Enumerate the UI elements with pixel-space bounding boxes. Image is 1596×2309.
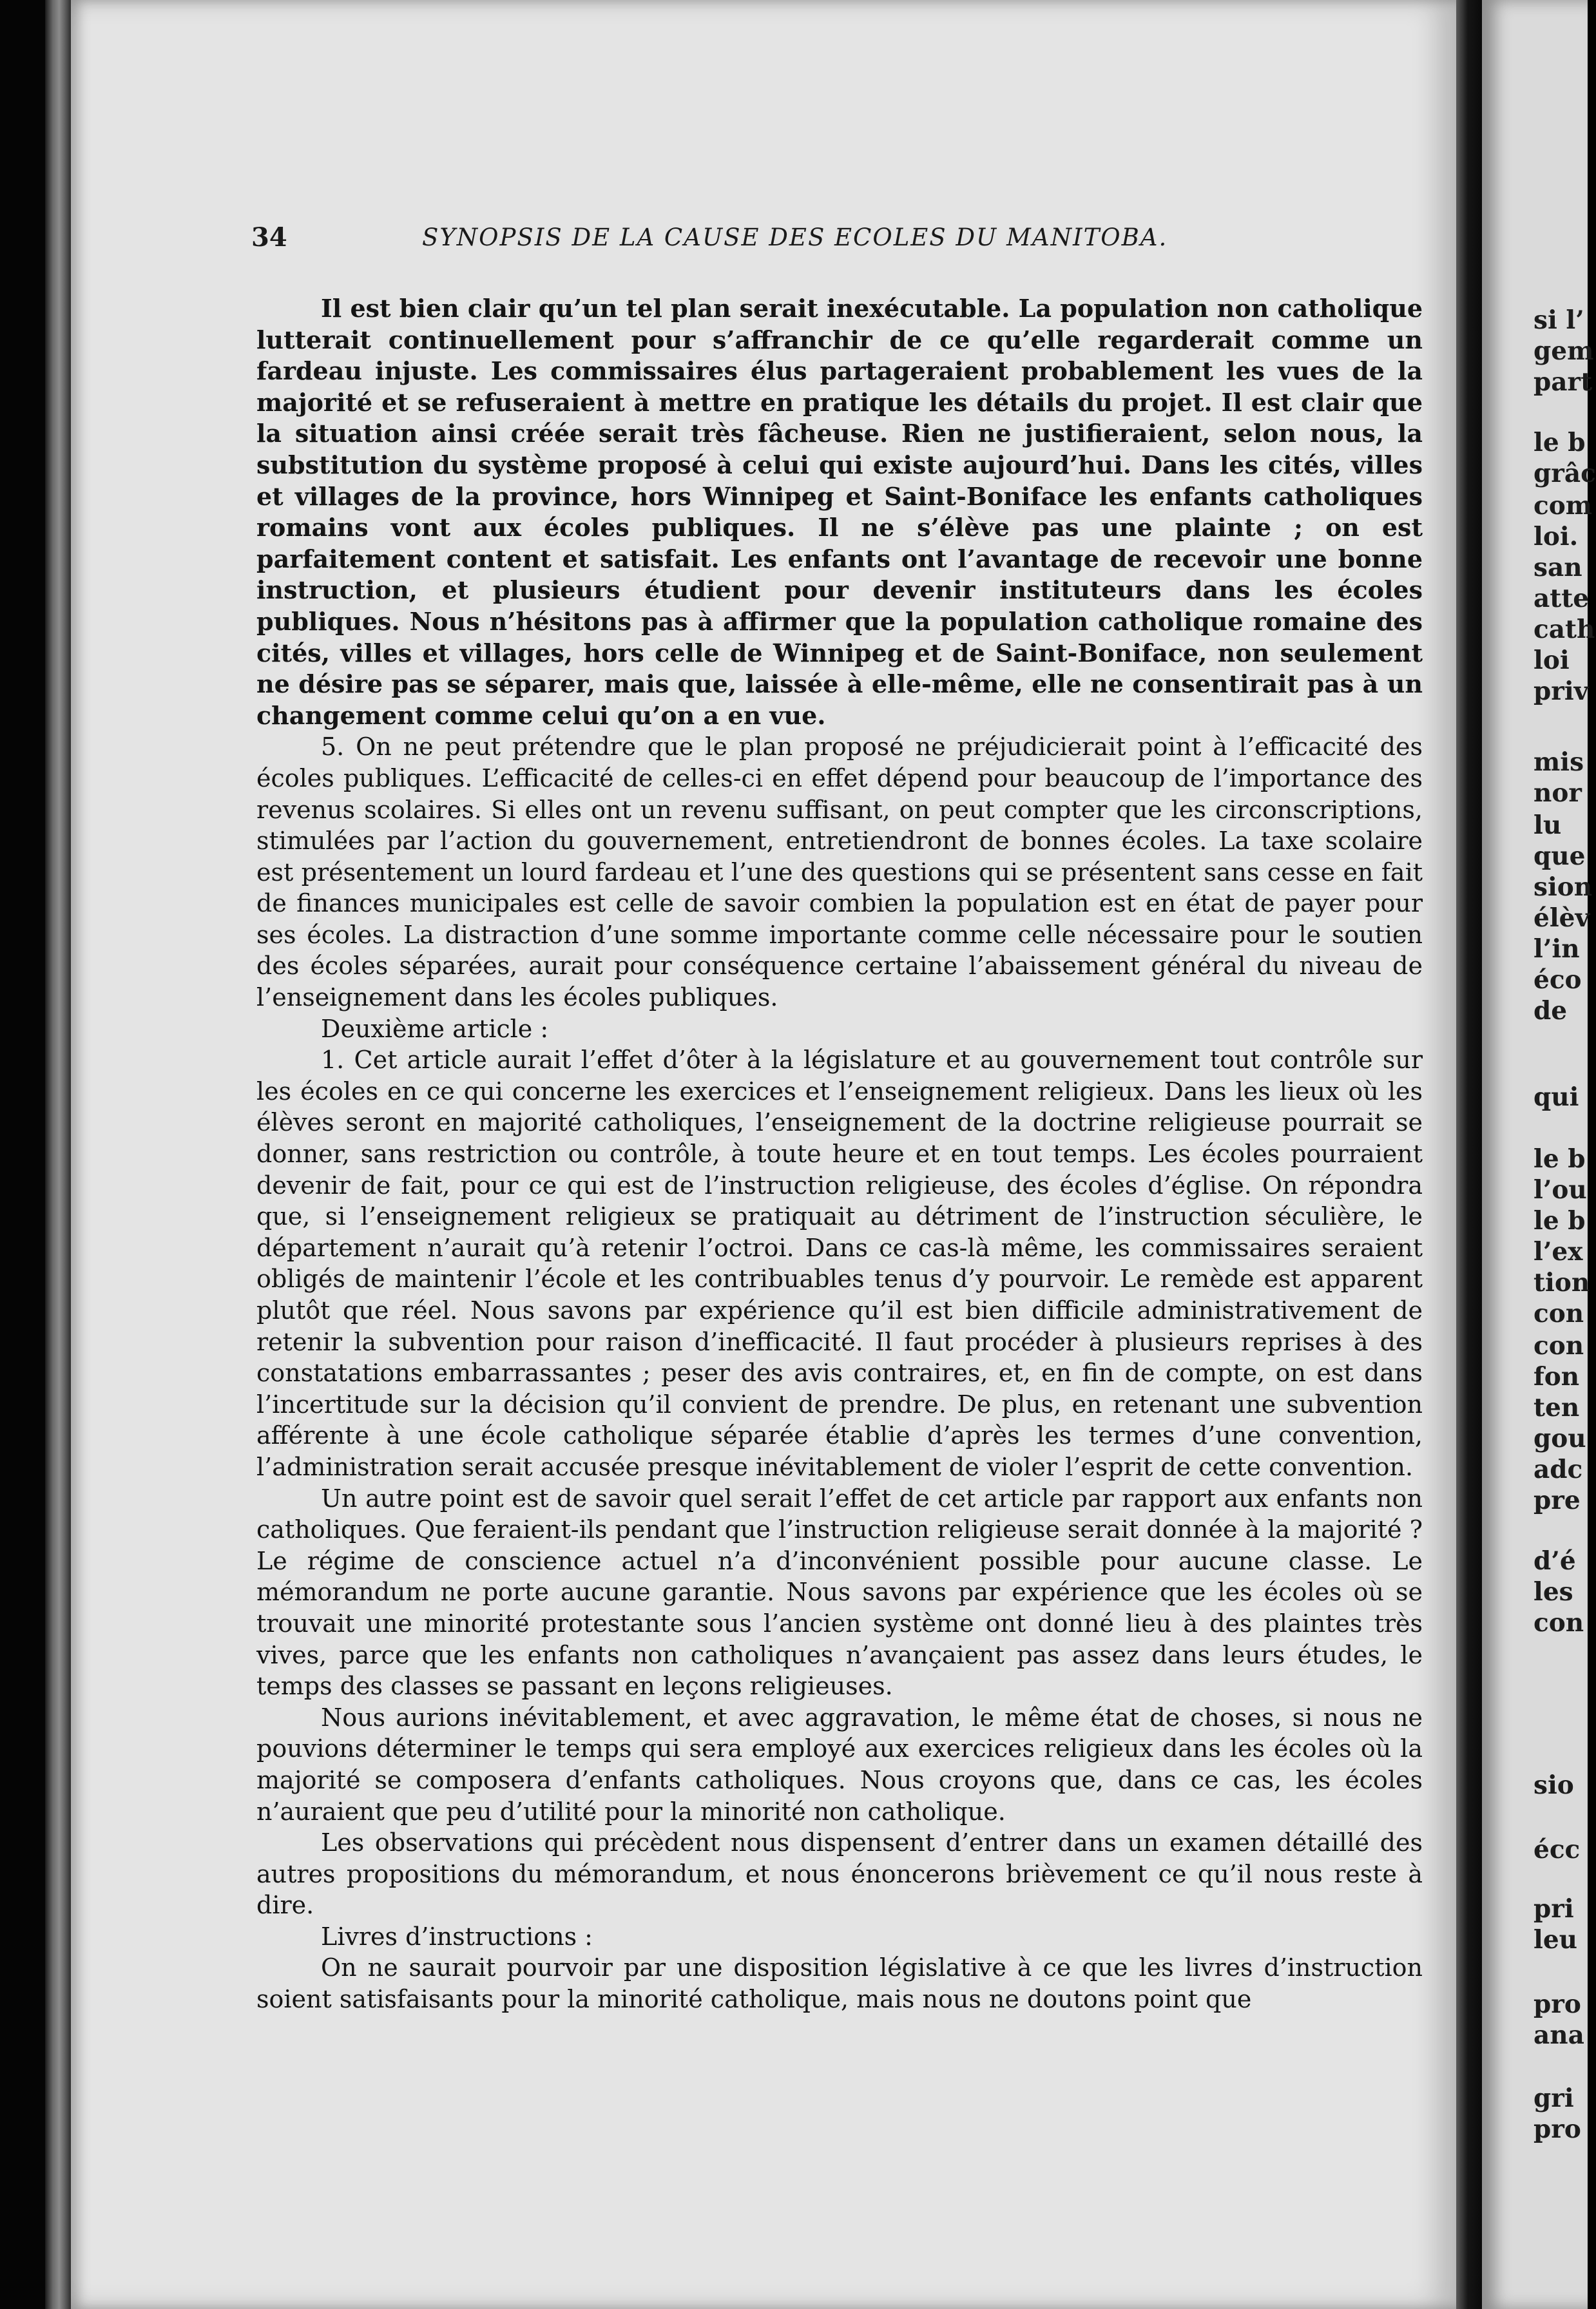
facing-page-fragment: l’in — [1534, 934, 1580, 964]
facing-page-fragment: com — [1534, 491, 1593, 521]
facing-page-fragment: tion — [1534, 1268, 1590, 1298]
facing-page-fragment: priv — [1534, 676, 1589, 706]
facing-page-fragment: pro — [1534, 2114, 1581, 2144]
paragraph-enfants-non-catholiques: Un autre point est de savoir quel serait l’effet de cet article par rapport aux enfants non catholiques. Que feraient-ils pendant que l’instruction religieuse serait donnée à la majorité ? Le régime de conscience actuel n’a d’inconvénient possible pour aucune classe. Le mémorandum ne porte aucune garantie. Nous savons par expérience que les écoles où se trouvait une minorité protestante sous l’ancien système ont donné lieu à des plaintes très vives, parce que les enfants non catholiques n’avançaient pas assez dans leurs études, le temps des classes se passant en leçons religieuses. — [256, 1484, 1423, 1701]
facing-page — [1482, 0, 1596, 2309]
facing-page-fragment: gri — [1534, 2084, 1574, 2113]
paragraph-point-1: 1. Cet article aurait l’effet d’ôter à la législature et au gouvernement tout contrôle sur les écoles en ce qui concerne les exercices et l’enseignement religieux. Dans les lieux où les élèves seront en majorité catholiques, l’enseignement de la doctrine religieuse pourrait se donner, sans restriction ou contrôle, à toute heure et en tout temps. Les écoles pourraient devenir de fait, pour ce qui est de l’instruction religieuse, des écoles d’église. On répondra que, si l’enseignement religieux se pratiquait au détriment de l’instruction séculière, le département n’aurait qu’à retenir l’octroi. Dans ce cas-là même, les commissaires seraient obligés de maintenir l’école et les contribuables tenus d’y pourvoir. Le remède est apparent plutôt que réel. Nous savons par expérience qu’il est bien difficile administrativement de retenir la subvention pour raison d’inefficacité. Il faut procéder à plusieurs reprises à des constatations embarrassantes ; peser des avis contraires, et, en fin de compte, on est dans l’incertitude sur la décision qu’il convient de prendre. De plus, en retenant une subvention afférente à une école catholique séparée établie d’après les termes d’une convention, l’administration serait accusée presque inévitablement de violer l’esprit de cette convention. — [256, 1046, 1423, 1481]
paragraph-aggravation: Nous aurions inévitablement, et avec aggravation, le même état de choses, si nous ne pouvions déterminer le temps qui sera employé aux exercices religieux dans les écoles où la majorité se composera d’enfants catholiques. Nous croyons que, dans ce cas, les écoles n’auraient que peu d’utilité pour la minorité non catholique. — [256, 1703, 1423, 1826]
facing-page-fragment: con — [1534, 1331, 1584, 1361]
section-heading-livres: Livres d’instructions : — [321, 1922, 593, 1951]
facing-page-fragment: l’ex — [1534, 1237, 1583, 1267]
facing-page-fragment: pri — [1534, 1894, 1574, 1924]
facing-page-fragment: fon — [1534, 1362, 1580, 1392]
facing-page-fragment: l’ou — [1534, 1175, 1587, 1205]
facing-page-fragment: de — [1534, 996, 1568, 1026]
facing-page-fragment: pre — [1534, 1486, 1581, 1515]
book-gutter — [1456, 0, 1482, 2309]
paragraph-plan-inexecutable: Il est bien clair qu’un tel plan serait inexécutable. La population non catholique lutterait continuellement pour s’affranchir de ce qu’elle regarderait comme un fardeau injuste. Les commissaires élus partageraient probablement les vues de la majorité et se refuseraient à mettre en pratique les détails du projet. Il est clair que la situation ainsi créée serait très fâcheuse. Rien ne justifieraient, selon nous, la substitution du système proposé à celui qui existe aujourd’hui. Dans les cités, villes et villages de la province, hors Winnipeg et Saint-Boniface les enfants catholiques romains vont aux écoles publiques. Il ne s’élève pas une plainte ; on est parfaitement content et satisfait. Les enfants ont l’avantage de recevoir une bonne instruction, et plusieurs étudient pour devenir instituteurs dans les écoles publiques. Nous n’hésitons pas à affirmer que la population catholique romaine des cités, villes et villages, hors celle de Winnipeg et de Saint-Boniface, non seulement ne désire pas se séparer, mais que, laissée à elle-même, elle ne consentirait pas à un changement comme celui qu’on a en vue. — [256, 294, 1423, 730]
facing-page-fragment: élèv — [1534, 903, 1590, 933]
page-number: 34 — [251, 222, 287, 253]
book-page-edges — [45, 0, 71, 2309]
facing-page-fragment: ana — [1534, 2020, 1584, 2050]
facing-page-fragment: grâc — [1534, 459, 1596, 488]
paragraph-observations: Les observations qui précèdent nous dispensent d’entrer dans un examen détaillé des autres propositions du mémorandum, et nous énoncerons brièvement ce qu’il nous reste à dire. — [256, 1828, 1423, 1920]
facing-page-fragment: con — [1534, 1608, 1584, 1638]
facing-page-fragment: con — [1534, 1299, 1584, 1328]
facing-page-fragment: atte — [1534, 584, 1590, 613]
facing-page-fragment: gem — [1534, 336, 1594, 366]
facing-page-fragment: sion — [1534, 872, 1593, 902]
facing-page-fragment: les — [1534, 1577, 1573, 1607]
facing-page-fragment: le b — [1534, 428, 1586, 457]
page-body — [256, 293, 1423, 2015]
paragraph-point-5: 5. On ne peut prétendre que le plan proposé ne préjudicierait point à l’efficacité des écoles publiques. L’efficacité de celles-ci en effet dépend pour beaucoup de l’importance des revenus scolaires. Si elles ont un revenu suffisant, on peut compter que les circonscriptions, stimulées par l’action du gouvernement, entretiendront de bonnes écoles. La taxe scolaire est présentement un lourd fardeau et l’une des questions qui se présentent sans cesse en fait de finances municipales est celle de savoir combien la population est en état de payer pour ses écoles. La distraction d’une somme importante comme celle nécessaire pour le soutien des écoles séparées, aurait pour conséquence certaine l’abaissement général du niveau de l’enseignement dans les écoles publiques. — [256, 733, 1423, 1012]
facing-page-fragment: gou — [1534, 1424, 1586, 1453]
facing-page-fragment: pro — [1534, 1989, 1581, 2019]
facing-page-fragment: éco — [1534, 965, 1582, 995]
facing-page-fragment: adc — [1534, 1455, 1583, 1484]
facing-page-fragment: leu — [1534, 1925, 1577, 1955]
facing-page-fragment: nor — [1534, 778, 1582, 808]
section-heading-deuxieme-article: Deuxième article : — [321, 1014, 549, 1043]
running-title: SYNOPSIS DE LA CAUSE DES ECOLES DU MANITOBA. — [422, 224, 1168, 251]
facing-page-fragment: le b — [1534, 1144, 1586, 1174]
facing-page-fragment: loi — [1534, 646, 1570, 675]
facing-page-fragment: d’é — [1534, 1546, 1576, 1576]
facing-page-fragment: écc — [1534, 1835, 1581, 1864]
facing-page-fragment: sio — [1534, 1770, 1574, 1800]
facing-page-fragment: san — [1534, 553, 1582, 582]
paragraph-livres-instruction: On ne saurait pourvoir par une disposition législative à ce que les livres d’instruction soient satisfaisants pour la minorité catholique, mais nous ne doutons point que — [256, 1953, 1423, 2014]
scan-left-border — [0, 0, 45, 2309]
facing-page-fragment: si l’ — [1534, 305, 1584, 335]
facing-page-fragment: que — [1534, 841, 1586, 871]
facing-page-fragment: mis — [1534, 747, 1584, 777]
page-header — [251, 222, 1450, 253]
facing-page-fragment: cath — [1534, 615, 1595, 644]
facing-page-fragment: qui — [1534, 1082, 1579, 1112]
facing-page-fragment: part — [1534, 367, 1593, 397]
facing-page-fragment: lu — [1534, 810, 1562, 840]
facing-page-fragment: ten — [1534, 1393, 1580, 1423]
facing-page-fragment: loi. — [1534, 522, 1579, 551]
facing-page-fragment: le b — [1534, 1206, 1586, 1236]
